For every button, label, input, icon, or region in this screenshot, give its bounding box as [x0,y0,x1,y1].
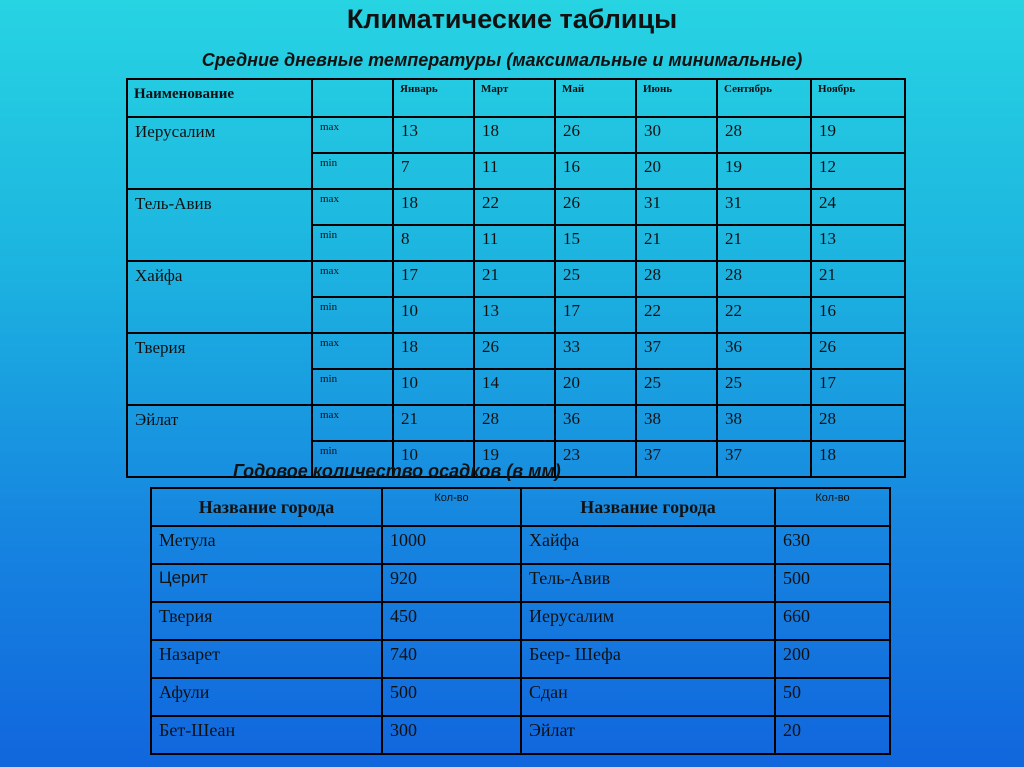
min-temp-cell: 8 [393,225,474,261]
max-temp-cell: 37 [636,333,717,369]
min-temp-cell: 17 [555,297,636,333]
min-label: min [312,369,393,405]
table-row [151,640,890,678]
max-temp-cell: 38 [717,405,811,441]
month-header: Сентябрь [717,79,811,117]
rainfall-table [150,487,891,755]
min-temp-cell: 19 [474,441,555,477]
max-temp-cell: 18 [474,117,555,153]
table-row [151,602,890,640]
table-row [151,716,890,754]
rain-qty-cell: 740 [382,640,521,678]
max-temp-cell: 38 [636,405,717,441]
rain-city-cell: Церит [151,564,382,602]
rain-city-cell: Тверия [151,602,382,640]
min-temp-cell: 25 [636,369,717,405]
rain-qty-cell: 920 [382,564,521,602]
rain-qty-cell: 630 [775,526,890,564]
rainfall-header-row [151,488,890,526]
city-name-cell: Иерусалим [127,117,312,189]
city-name-cell: Эйлат [127,405,312,477]
rain-city-cell: Назарет [151,640,382,678]
max-temp-cell: 22 [474,189,555,225]
max-temp-cell: 28 [811,405,905,441]
min-temp-cell: 16 [555,153,636,189]
min-temp-cell: 11 [474,225,555,261]
month-header: Май [555,79,636,117]
min-temp-cell: 13 [811,225,905,261]
city-column-header: Название города [521,488,775,526]
min-temp-cell: 13 [474,297,555,333]
min-temp-cell: 21 [717,225,811,261]
qty-column-header: Кол-во [775,488,890,526]
table-row [151,564,890,602]
label-column-header [312,79,393,117]
city-name-cell: Хайфа [127,261,312,333]
max-temp-cell: 28 [636,261,717,297]
max-temp-cell: 31 [717,189,811,225]
month-header: Январь [393,79,474,117]
rain-qty-cell: 1000 [382,526,521,564]
max-label: max [312,333,393,369]
table-row [151,678,890,716]
min-temp-cell: 17 [811,369,905,405]
month-header: Июнь [636,79,717,117]
min-temp-cell: 10 [393,297,474,333]
min-temp-cell: 22 [717,297,811,333]
min-label: min [312,297,393,333]
min-temp-cell: 37 [636,441,717,477]
max-temp-cell: 25 [555,261,636,297]
min-temp-cell: 15 [555,225,636,261]
table-row [127,333,905,369]
rain-city-cell: Сдан [521,678,775,716]
max-temp-cell: 13 [393,117,474,153]
max-temp-cell: 36 [717,333,811,369]
max-temp-cell: 18 [393,189,474,225]
min-temp-cell: 14 [474,369,555,405]
max-temp-cell: 30 [636,117,717,153]
rain-qty-cell: 20 [775,716,890,754]
city-name-cell: Тверия [127,333,312,405]
max-temp-cell: 19 [811,117,905,153]
rain-qty-cell: 50 [775,678,890,716]
min-temp-cell: 11 [474,153,555,189]
min-temp-cell: 19 [717,153,811,189]
rain-city-cell: Эйлат [521,716,775,754]
city-name-cell: Тель-Авив [127,189,312,261]
qty-column-header: Кол-во [382,488,521,526]
min-temp-cell: 10 [393,369,474,405]
name-column-header: Наименование [127,79,312,117]
max-temp-cell: 33 [555,333,636,369]
max-temp-cell: 26 [474,333,555,369]
max-temp-cell: 26 [555,189,636,225]
min-label: min [312,225,393,261]
min-temp-cell: 12 [811,153,905,189]
table-row [151,526,890,564]
rain-city-cell: Бет-Шеан [151,716,382,754]
max-label: max [312,405,393,441]
max-temp-cell: 24 [811,189,905,225]
temperature-header-row [127,79,905,117]
min-temp-cell: 23 [555,441,636,477]
min-temp-cell: 37 [717,441,811,477]
max-temp-cell: 36 [555,405,636,441]
rain-qty-cell: 500 [382,678,521,716]
rain-qty-cell: 500 [775,564,890,602]
rain-qty-cell: 450 [382,602,521,640]
rain-city-cell: Иерусалим [521,602,775,640]
max-label: max [312,261,393,297]
min-label: min [312,441,393,477]
table-row [127,405,905,441]
max-temp-cell: 21 [393,405,474,441]
max-temp-cell: 26 [811,333,905,369]
city-column-header: Название города [151,488,382,526]
rain-city-cell: Афули [151,678,382,716]
rain-qty-cell: 660 [775,602,890,640]
table-row [127,189,905,225]
min-label: min [312,153,393,189]
page-title: Климатические таблицы [346,4,678,34]
max-temp-cell: 18 [393,333,474,369]
max-label: max [312,189,393,225]
temperature-subtitle: Средние дневные температуры (максимальные и минимальные) [201,50,803,70]
max-label: max [312,117,393,153]
rain-city-cell: Тель-Авив [521,564,775,602]
min-temp-cell: 16 [811,297,905,333]
rain-city-cell: Метула [151,526,382,564]
table-row [127,261,905,297]
max-temp-cell: 31 [636,189,717,225]
max-temp-cell: 26 [555,117,636,153]
rainfall-subtitle: Годовое количество осадков (в мм) [233,461,561,481]
min-temp-cell: 10 [393,441,474,477]
max-temp-cell: 28 [717,261,811,297]
table-row [127,117,905,153]
rain-qty-cell: 200 [775,640,890,678]
temperature-table [126,78,906,478]
max-temp-cell: 17 [393,261,474,297]
min-temp-cell: 20 [555,369,636,405]
month-header: Ноябрь [811,79,905,117]
max-temp-cell: 28 [717,117,811,153]
min-temp-cell: 25 [717,369,811,405]
rain-qty-cell: 300 [382,716,521,754]
min-temp-cell: 7 [393,153,474,189]
min-temp-cell: 22 [636,297,717,333]
rain-city-cell: Беер- Шефа [521,640,775,678]
max-temp-cell: 21 [811,261,905,297]
min-temp-cell: 21 [636,225,717,261]
min-temp-cell: 20 [636,153,717,189]
max-temp-cell: 28 [474,405,555,441]
min-temp-cell: 18 [811,441,905,477]
month-header: Март [474,79,555,117]
rain-city-cell: Хайфа [521,526,775,564]
max-temp-cell: 21 [474,261,555,297]
